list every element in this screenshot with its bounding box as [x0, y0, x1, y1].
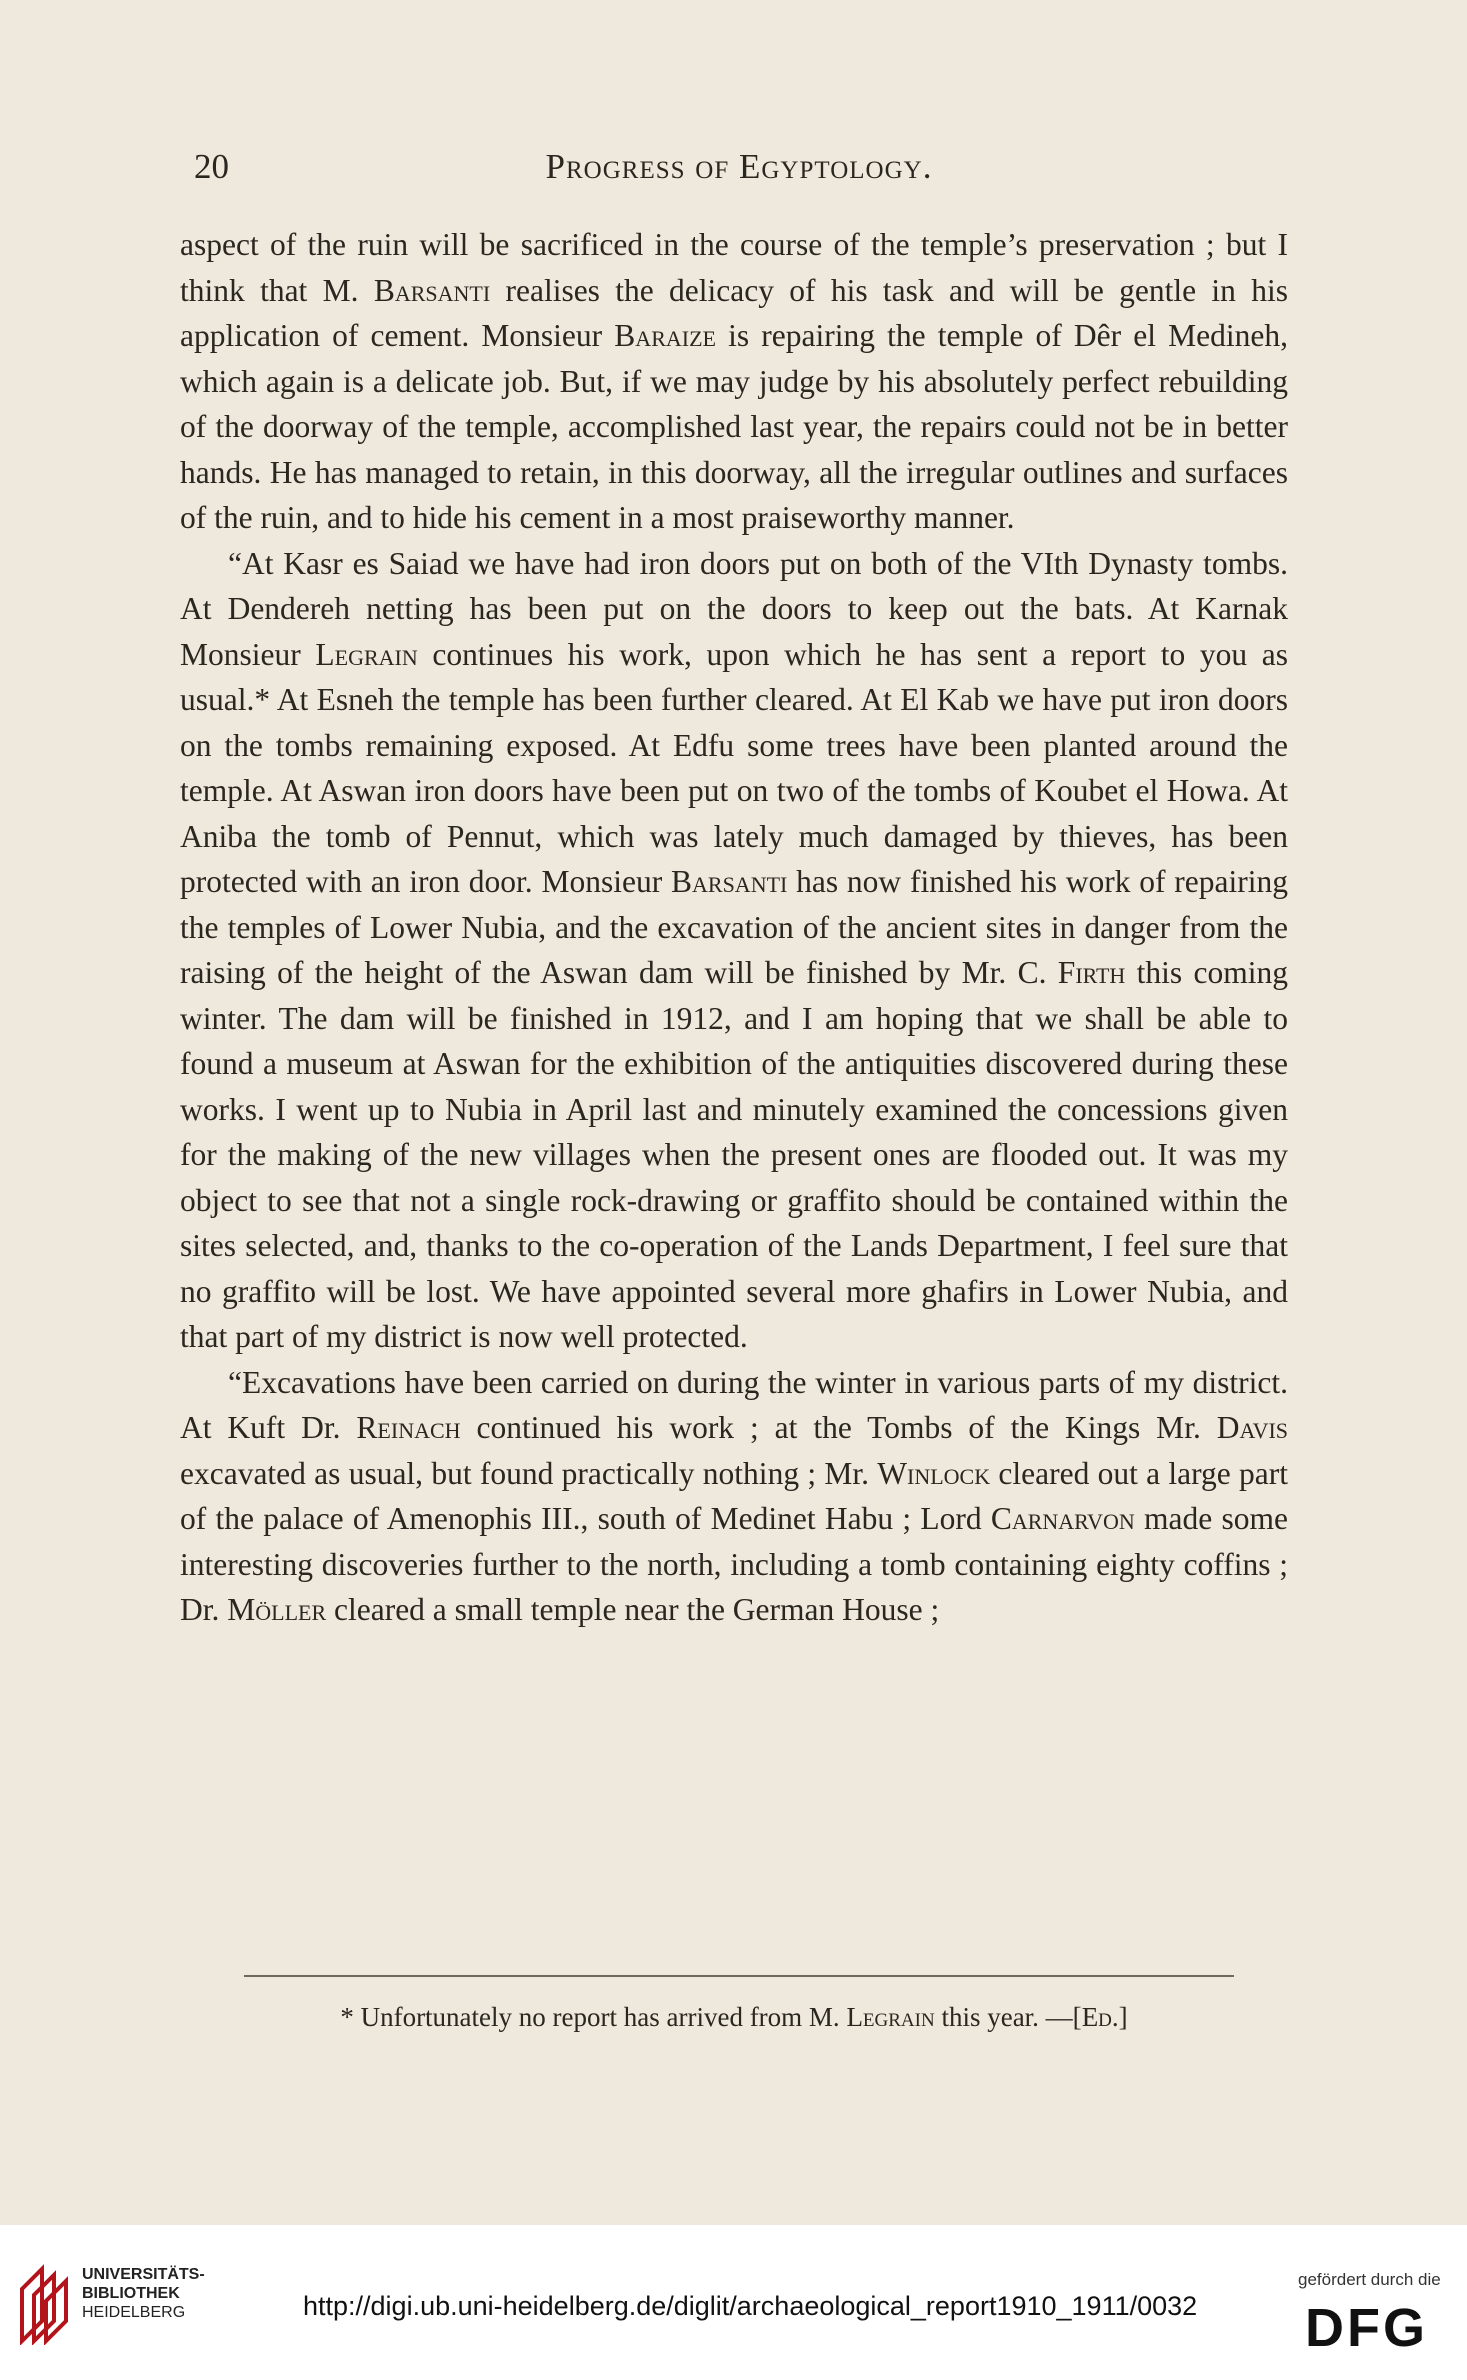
- person-name: Davis: [1216, 1410, 1289, 1445]
- body-text: [180, 222, 1288, 1633]
- digitization-footer: [0, 2225, 1467, 2380]
- footnote-divider: [244, 1975, 1234, 1977]
- page-number: 20: [194, 147, 229, 186]
- footnote: * Unfortunately no report has arrived from M. Legrain this year. —[Ed.]: [340, 2002, 1128, 2032]
- person-name: Carnarvon: [990, 1501, 1135, 1536]
- funded-by-label: gefördert durch die: [1298, 2270, 1441, 2289]
- person-name: Reinach: [356, 1410, 461, 1445]
- person-name: Baraize: [614, 318, 716, 353]
- source-url-link[interactable]: http://digi.ub.uni-heidelberg.de/diglit/archaeological_report1910_1911/0032: [303, 2291, 1198, 2321]
- person-name: Barsanti: [671, 864, 788, 899]
- dfg-logo: DFG: [1305, 2298, 1428, 2358]
- person-name: Winlock: [877, 1455, 991, 1491]
- person-name: Möller: [227, 1592, 327, 1627]
- paragraph-2: “At Kasr es Saiad we have had iron doors put on both of the VIth Dynasty tombs. At Dendereh netting has been put on the doors to keep out the bats. At Karnak Monsieur Legrain continues his work, upon which he has sent a report to you as usual.* At Esneh the temple has been further cleared. At El Kab we have put iron doors on the tombs remaining exposed. At Edfu some trees have been planted around the temple. At Aswan iron doors have been put on two of the tombs of Koubet el Howa. At Aniba the tomb of Pennut, which was lately much damaged by thieves, has been protected with an iron door. Monsieur Barsanti has now finished his work of repairing the temples of Lower Nubia, and the excavation of the ancient sites in danger from the raising of the height of the Aswan dam will be finished by Mr. C. Firth this coming winter. The dam will be finished in 1912, and I am hoping that we shall be able to found a museum at Aswan for the exhibition of the antiquities discovered during these works. I went up to Nubia in April last and minutely examined the concessions given for the making of the new villages when the present ones are flooded out. It was my object to see that not a single rock-drawing or graffito should be contained within the sites selected, and, thanks to the co-operation of the Lands Department, I feel sure that no graffito will be lost. We have appointed several more ghafirs in Lower Nubia, and that part of my district is now well protected.: [180, 545, 1289, 1354]
- editor-abbrev: Ed.: [1081, 2002, 1119, 2032]
- paragraph-1: aspect of the ruin will be sacrificed in the course of the temple’s preservation ; but I think that M. Barsanti realises the delicacy of his task and will be gentle in his application of cement. Monsieur Baraize is repairing the temple of Dêr el Medineh, which again is a delicate job. But, if we may judge by his absolutely perfect rebuilding of the doorway of the temple, accomplished last year, the repairs could not be in better hands. He has managed to retain, in this doorway, all the irregular outlines and surfaces of the ruin, and to hide his cement in a most praiseworthy manner.: [180, 227, 1288, 535]
- person-name: Legrain: [315, 636, 418, 672]
- running-title: Progress of Egyptology.: [545, 147, 933, 186]
- person-name: Barsanti: [373, 272, 491, 308]
- library-logo-icon: [16, 2263, 72, 2345]
- paragraph-3: “Excavations have been carried on during the winter in various parts of my district. At Kuft Dr. Reinach continued his work ; at the Tombs of the Kings Mr. Davis excavated as usual, but found practically nothing ; Mr. Winlock cleared out a large part of the palace of Amenophis III., south of Medinet Habu ; Lord Carnarvon made some interesting discoveries further to the north, including a tomb containing eighty coffins ; Dr. Möller cleared a small temple near the German House ;: [180, 1364, 1289, 1627]
- person-name: Legrain: [846, 2002, 935, 2032]
- page-header: [194, 147, 1284, 197]
- person-name: Firth: [1057, 955, 1126, 990]
- library-name: UNIVERSITÄTS- BIBLIOTHEK HEIDELBERG: [82, 2266, 205, 2321]
